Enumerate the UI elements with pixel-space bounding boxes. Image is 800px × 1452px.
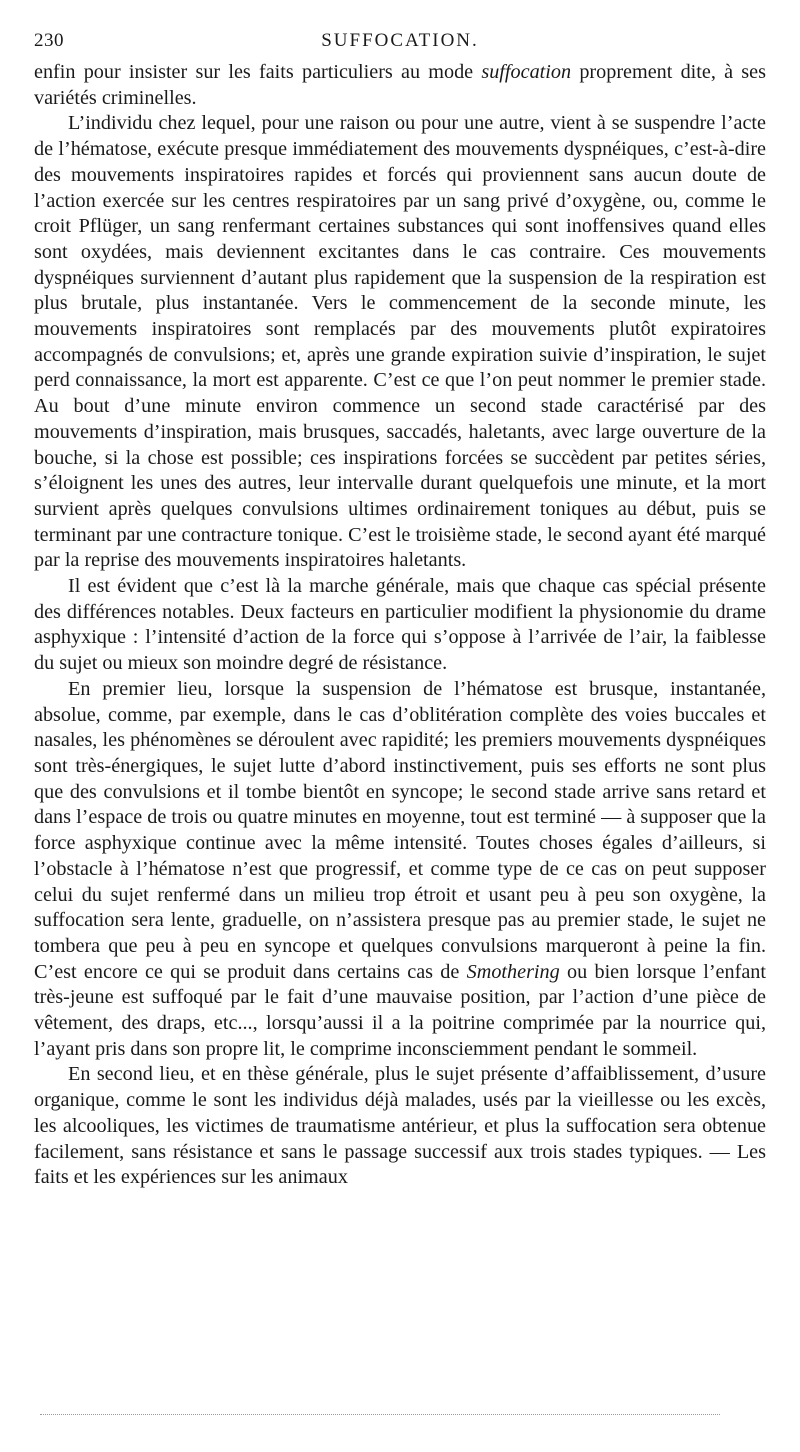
body-text	[34, 60, 766, 1191]
running-title: SUFFOCATION.	[321, 30, 479, 51]
paragraph-first-case: En premier lieu, lorsque la suspension de l’hématose est brusque, instantanée, absolue, comme, par exemple, dans le cas d’oblitération complète des voies buccales et nasales, les phénomènes se déroulent avec rapidité; les premiers mouvements dyspnéiques sont très-énergiques, le sujet lutte d’abord instinctivement, puis ses efforts ne sont plus que des convulsions et il tombe bientôt en syncope; le second stade arrive sans retard et dans l’espace de trois ou quatre minutes en moyenne, tout est terminé — à supposer que la force asphyxique continue avec la même intensité. Toutes choses égales d’ailleurs, si l’obstacle à l’hématose n’est que progressif, et comme type de ce cas on peut supposer celui du sujet renfermé dans un milieu trop étroit et usant peu à peu son oxygène, la suffocation sera lente, graduelle, on n’assistera presque pas au premier stade, le sujet ne tombera que peu à peu en syncope et quelques convulsions marqueront à peine la fin. C’est encore ce qui se produit dans certains cas de Smothering ou bien lorsque l’enfant très-jeune est suffoqué par le fait d’une mauvaise position, par l’action d’une pièce de vêtement, des draps, etc..., lorsqu’aussi il a la poitrine comprimée par la nourrice qui, l’ayant pris dans son propre lit, le comprime inconsciemment pendant le sommeil.	[34, 677, 766, 1060]
italic-term: suffocation	[481, 61, 572, 83]
paragraph-continuation: enfin pour insister sur les faits particuliers au mode suffocation proprement dite, à ses variétés criminelles.	[34, 61, 766, 109]
running-head	[34, 26, 766, 60]
book-page	[34, 26, 766, 1191]
page-number: 230	[34, 30, 64, 51]
paragraph-second-case: En second lieu, et en thèse générale, plus le sujet présente d’affaiblissement, d’usure organique, comme le sont les individus déjà malades, usés par la vieillesse ou les excès, les alcooliques, les victimes de traumatisme antérieur, et plus la suffocation sera obtenue facilement, sans résistance et sans le passage successif aux trois stades typiques. — Les faits et les expériences sur les animaux	[34, 1063, 766, 1189]
italic-term: Smothering	[466, 960, 560, 983]
paragraph-general-course: Il est évident que c’est là la marche générale, mais que chaque cas spécial présente des différences notables. Deux facteurs en particulier modifient la physionomie du drame asphyxique : l’intensité d’action de la force qui s’oppose à l’arrivée de l’air, la faiblesse du sujet ou mieux son moindre degré de résistance.	[34, 575, 766, 675]
paragraph-stages: L’individu chez lequel, pour une raison ou pour une autre, vient à se suspendre l’acte de l’hématose, exécute presque immédiatement des mouvements dyspnéiques, c’est-à-dire des mouvements inspiratoires rapides et forcés qui proviennent sans aucun doute de l’action exercée sur les centres respiratoires par un sang privé d’oxygène, ou, comme le croit Pflüger, un sang renfermant certaines substances qui sont inoffensives quand elles sont oxydées, mais deviennent excitantes dans le cas contraire. Ces mouvements dyspnéiques surviennent d’autant plus rapidement que la suspension de la respiration est plus brutale, plus instantanée. Vers le commencement de la seconde minute, les mouvements inspiratoires sont remplacés par des mouvements plutôt expiratoires accompagnés de convulsions; et, après une grande expiration suivie d’inspiration, le sujet perd connaissance, la mort est apparente. C’est ce que l’on peut nommer le premier stade. Au bout d’une minute environ commence un second stade caractérisé par des mouvements d’inspiration, mais brusques, saccadés, haletants, avec large ouverture de la bouche, si la chose est possible; ces inspirations forcées se succèdent par petites séries, s’éloignent les unes des autres, leur intervalle durant quelquefois une minute, et la mort survient après quelques convulsions ultimes ordinairement toniques au début, puis se terminant par une contracture tonique. C’est le troisième stade, le second ayant été marqué par la reprise des mouvements inspiratoires haletants.	[34, 112, 766, 572]
bottom-divider	[40, 1414, 720, 1415]
